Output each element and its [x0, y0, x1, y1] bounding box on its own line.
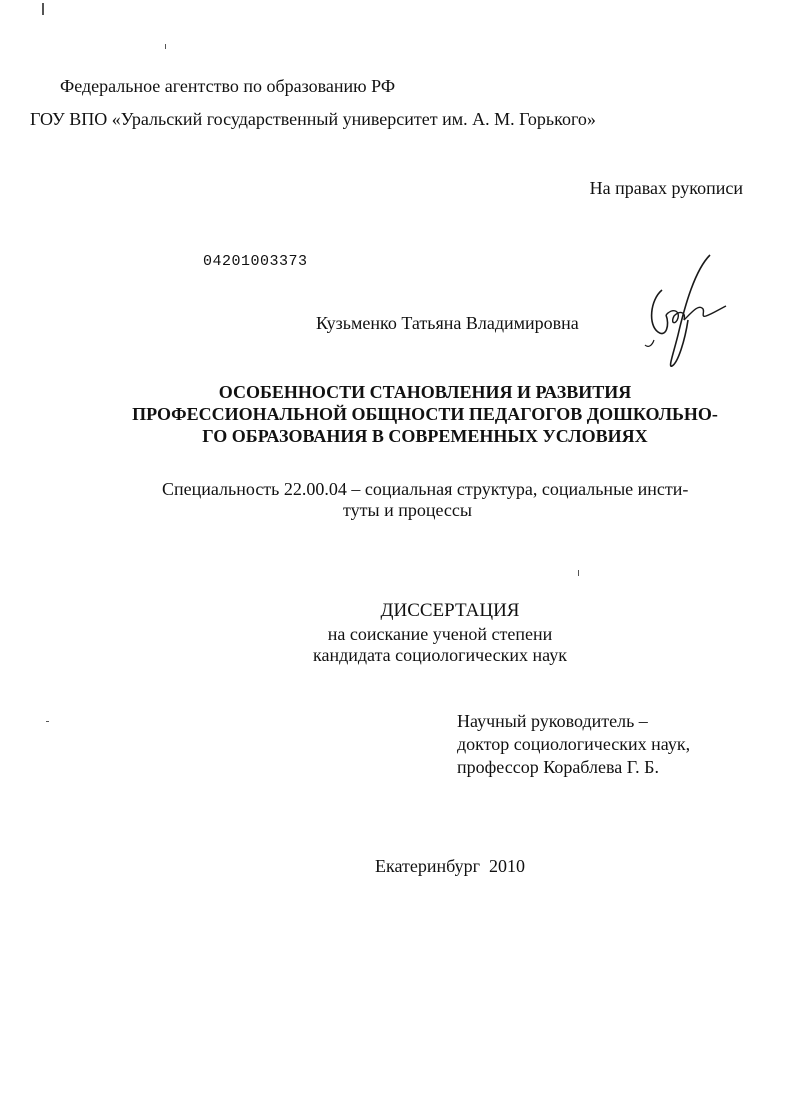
- supervisor-label: Научный руководитель –: [457, 711, 648, 731]
- dissertation-heading: ДИССЕРТАЦИЯ: [380, 600, 520, 621]
- university-line: ГОУ ВПО «Уральский государственный университет им. А. М. Горького»: [30, 109, 596, 129]
- degree-line-1: на соискание ученой степени: [327, 624, 553, 644]
- specialty-line-1: Специальность 22.00.04 – социальная структура, социальные инсти-: [162, 479, 689, 499]
- agency-line: Федеральное агентство по образованию РФ: [60, 76, 396, 96]
- city-year: Екатеринбург 2010: [375, 856, 525, 876]
- record-code: 04201003373: [203, 253, 308, 270]
- scan-speck: [46, 721, 49, 722]
- author-name: Кузьменко Татьяна Владимировна: [316, 313, 579, 333]
- scan-speck: [578, 570, 579, 576]
- scan-speck: [42, 3, 44, 15]
- title-line-2: ПРОФЕССИОНАЛЬНОЙ ОБЩНОСТИ ПЕДАГОГОВ ДОШКОЛЬНО-: [132, 404, 718, 424]
- scan-speck: [165, 44, 166, 49]
- dissertation-title: [60, 381, 790, 447]
- specialty-line-2: туты и процессы: [343, 500, 472, 520]
- supervisor-name: профессор Кораблева Г. Б.: [457, 757, 659, 777]
- rights-notice: На правах рукописи: [589, 178, 743, 198]
- signature-mark: [640, 250, 730, 370]
- degree-line-2: кандидата социологических наук: [313, 645, 567, 665]
- title-line-1: ОСОБЕННОСТИ СТАНОВЛЕНИЯ И РАЗВИТИЯ: [218, 382, 632, 402]
- title-line-3: ГО ОБРАЗОВАНИЯ В СОВРЕМЕННЫХ УСЛОВИЯХ: [202, 426, 648, 446]
- supervisor-degree: доктор социологических наук,: [457, 734, 691, 754]
